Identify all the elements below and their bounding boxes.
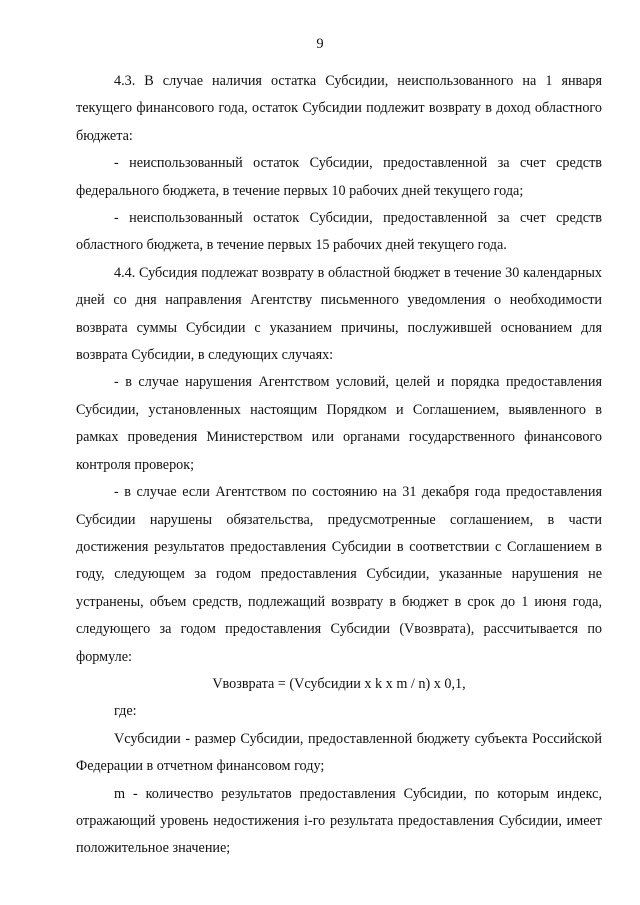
definition-vsubsidy: Vсубсидии - размер Субсидии, предоставленной бюджету субъекта Российской Федерации в отчетном финансовом году; [76, 730, 602, 775]
formula: Vвозврата = (Vсубсидии x k x m / n) x 0,1, [212, 675, 466, 692]
paragraph-4-4: 4.4. Субсидия подлежат возврату в областной бюджет в течение 30 календарных дней со дня направления Агентству письменного уведомления о необходимости возврата суммы Субсидии с указанием причины, послужившей основанием для возврата Субсидии, в следующих случаях: [76, 264, 602, 364]
where-label: где: [114, 703, 137, 720]
page-number: 9 [316, 36, 324, 52]
list-item-violation: - в случае нарушения Агентством условий, целей и порядка предоставления Субсидии, установленных настоящим Порядком и Соглашением, выявленного в рамках проведения Министерством или органами государственного финансового контроля проверок; [76, 374, 602, 473]
list-item-federal-budget: - неиспользованный остаток Субсидии, предоставленной за счет средств федерального бюджета, в течение первых 10 рабочих дней текущего года; [76, 155, 602, 199]
definition-m: m - количество результатов предоставления Субсидии, по которым индекс, отражающий уровень недостижения i-го результата предоставления Субсидии, имеет положительное значение; [76, 785, 602, 857]
list-item-regional-budget: - неиспользованный остаток Субсидии, предоставленной за счет средств областного бюджета, в течение первых 15 рабочих дней текущего года. [76, 210, 602, 254]
document-body [76, 68, 602, 863]
paragraph-4-3: 4.3. В случае наличия остатка Субсидии, неиспользованного на 1 января текущего финансового года, остаток Субсидии подлежит возврату в доход областного бюджета: [76, 73, 602, 144]
list-item-obligations: - в случае если Агентством по состоянию на 31 декабря года предоставления Субсидии нарушены обязательства, предусмотренные соглашением, в части достижения результатов предоставления Субсидии в соответствии с Соглашением в году, следующем за годом предоставления Субсидии, указанные нарушения не устранены, объем средств, подлежащий возврату в бюджет в срок до 1 июня года, следующего за годом предоставления Субсидии (Vвозврата), рассчитывается по формуле: [76, 484, 602, 665]
